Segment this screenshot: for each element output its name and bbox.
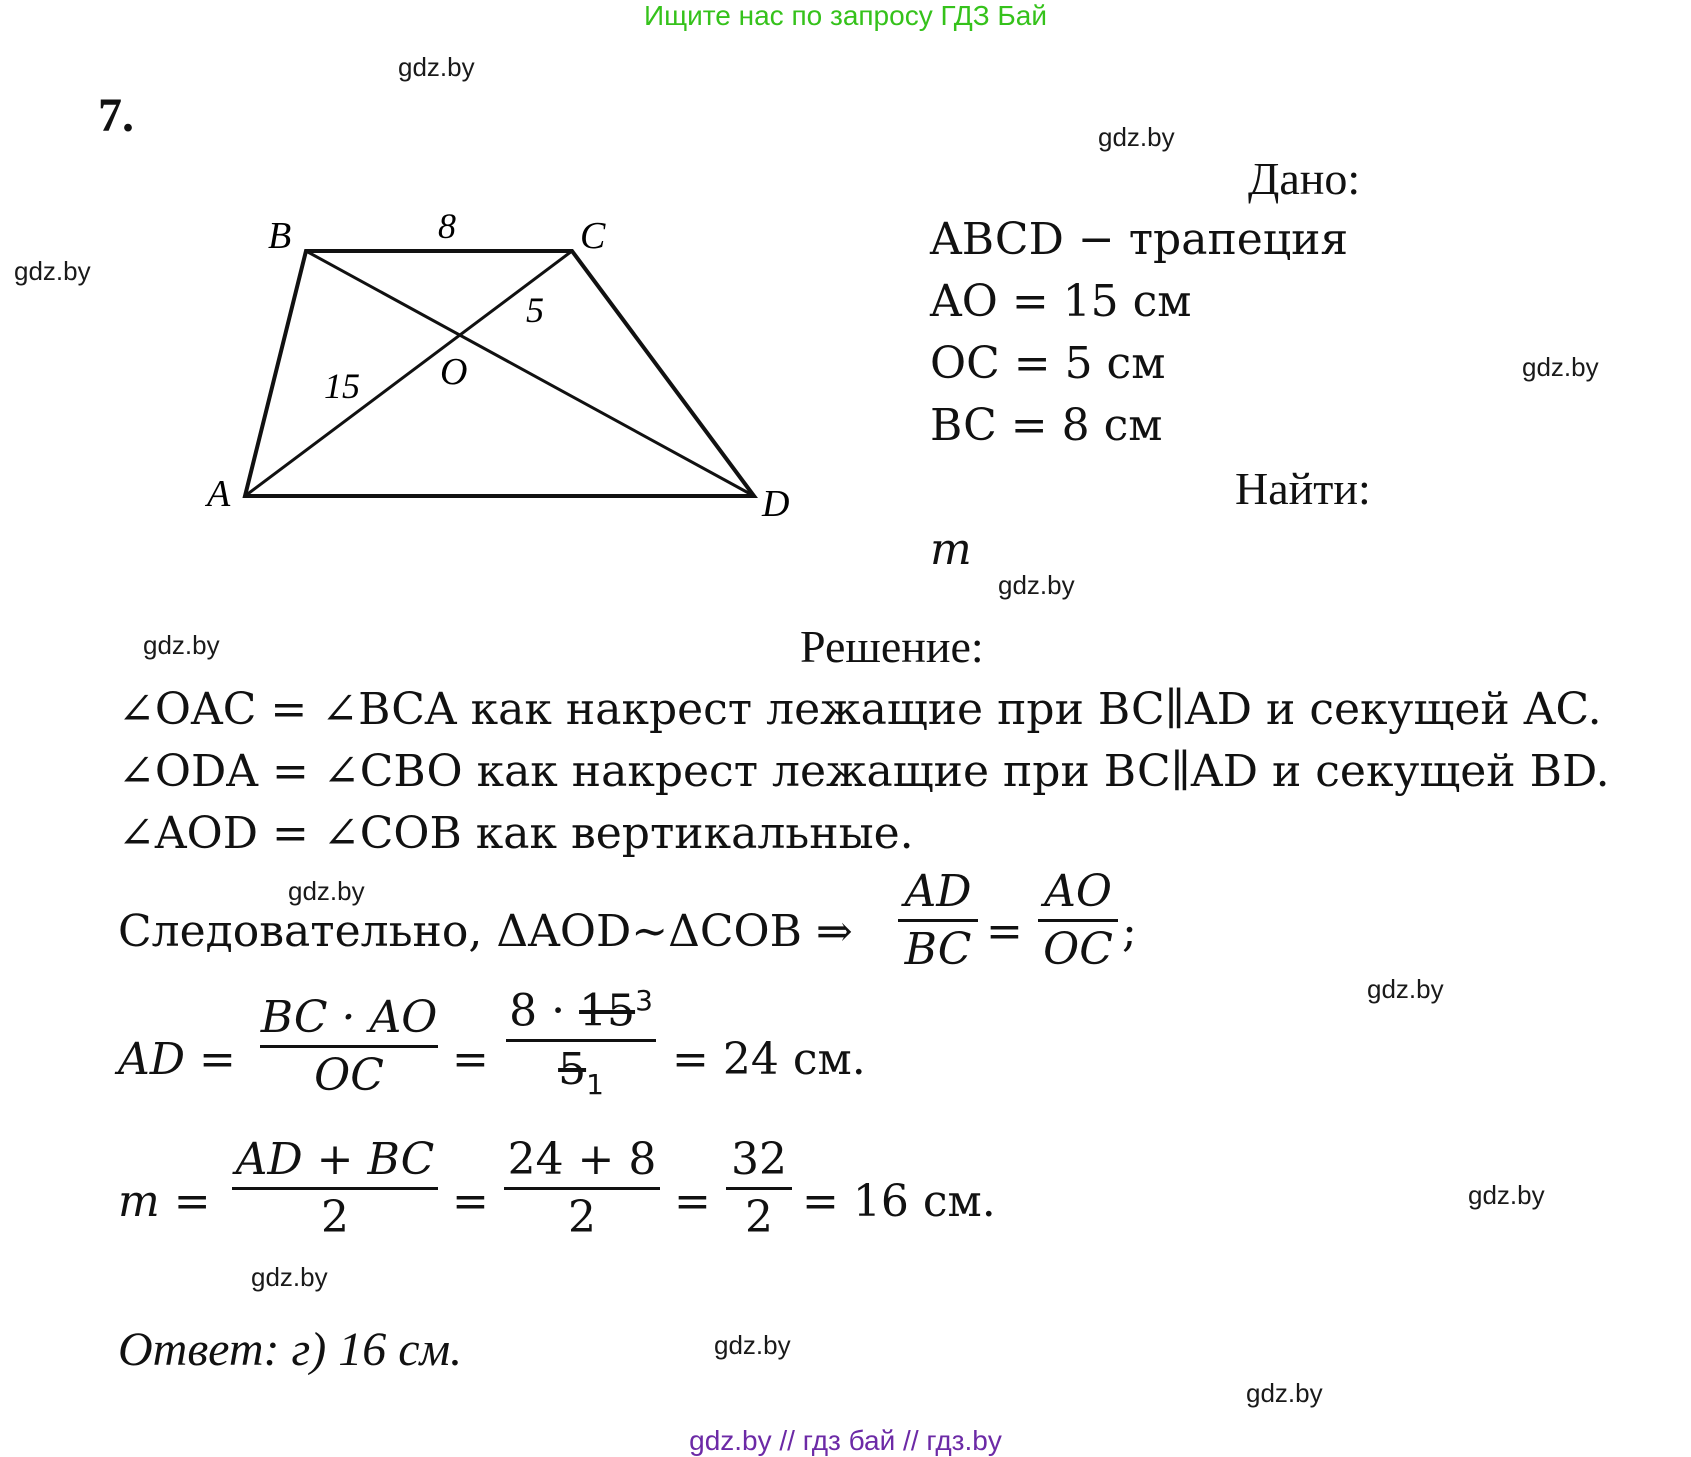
diagonal-bd	[306, 251, 754, 496]
top-banner: Ищите нас по запросу ГДЗ Бай	[643, 0, 1048, 31]
ad-result: = 24 см.	[672, 1034, 866, 1085]
m-lhs: m =	[118, 1176, 211, 1227]
equals-sign: =	[452, 1176, 489, 1227]
label-b: B	[268, 215, 292, 257]
label-o: O	[440, 351, 468, 393]
answer: Ответ: г) 16 см.	[118, 1323, 463, 1376]
label-a: A	[207, 473, 231, 515]
m-formula-fraction: AD + BC 2	[232, 1134, 438, 1243]
watermark: gdz.by	[288, 876, 365, 906]
find-header: Найти:	[1235, 463, 1371, 514]
similarity-text: Следовательно, ΔAOD~ΔCOB ⇒	[118, 906, 853, 957]
watermark: gdz.by	[251, 1262, 328, 1292]
watermark: gdz.by	[1522, 352, 1599, 382]
label-oc-length: 5	[526, 290, 544, 330]
given-line: AO = 15 см	[930, 276, 1192, 327]
diagonal-ac	[245, 251, 572, 496]
watermark: gdz.by	[398, 52, 475, 82]
ratio-ao-oc: AO OC	[1038, 866, 1118, 975]
label-c: C	[580, 215, 606, 257]
equals-sign: =	[452, 1034, 489, 1085]
given-line: ABCD − трапеция	[930, 214, 1349, 265]
watermark: gdz.by	[714, 1330, 791, 1360]
watermark: gdz.by	[1098, 122, 1175, 152]
ad-formula-fraction: BC · AO OC	[260, 992, 438, 1101]
label-d: D	[762, 483, 790, 525]
m-simplified-fraction: 32 2	[726, 1134, 792, 1243]
m-calc-fraction: 24 + 8 2	[504, 1134, 660, 1243]
solution-line: ∠ODA = ∠CBO как накрест лежащие при BC∥AD и секущей BD.	[118, 746, 1610, 797]
given-header: Дано:	[1248, 153, 1361, 204]
semicolon: ;	[1122, 906, 1137, 957]
find-value: m	[930, 524, 972, 575]
watermark: gdz.by	[1246, 1378, 1323, 1408]
given-line: OC = 5 см	[930, 338, 1166, 389]
problem-number: 7.	[98, 89, 134, 142]
solution-line: ∠OAC = ∠BCA как накрест лежащие при BC∥AD и секущей AC.	[118, 684, 1602, 735]
equals-sign: =	[674, 1176, 711, 1227]
ratio-ad-bc: AD BC	[898, 866, 978, 975]
m-result: = 16 см.	[802, 1176, 996, 1227]
solution-header: Решение:	[800, 621, 984, 672]
watermark: gdz.by	[1468, 1180, 1545, 1210]
watermark: gdz.by	[1367, 974, 1444, 1004]
watermark: gdz.by	[998, 570, 1075, 600]
footer-links: gdz.by // гдз бай // гдз.by	[689, 1425, 1002, 1456]
watermark: gdz.by	[14, 256, 91, 286]
solution-line: ∠AOD = ∠COB как вертикальные.	[118, 808, 914, 859]
ad-calc-fraction: $8 \cdot 15^3$ $5_1$	[506, 984, 656, 1100]
label-ao-length: 15	[324, 366, 360, 406]
watermark: gdz.by	[143, 630, 220, 660]
equals-sign: =	[986, 906, 1023, 957]
given-line: BC = 8 см	[930, 400, 1163, 451]
trapezoid-figure	[190, 200, 810, 540]
ad-lhs: AD =	[118, 1034, 236, 1085]
trapezoid-outline	[245, 251, 754, 496]
label-bc-length: 8	[438, 206, 456, 246]
